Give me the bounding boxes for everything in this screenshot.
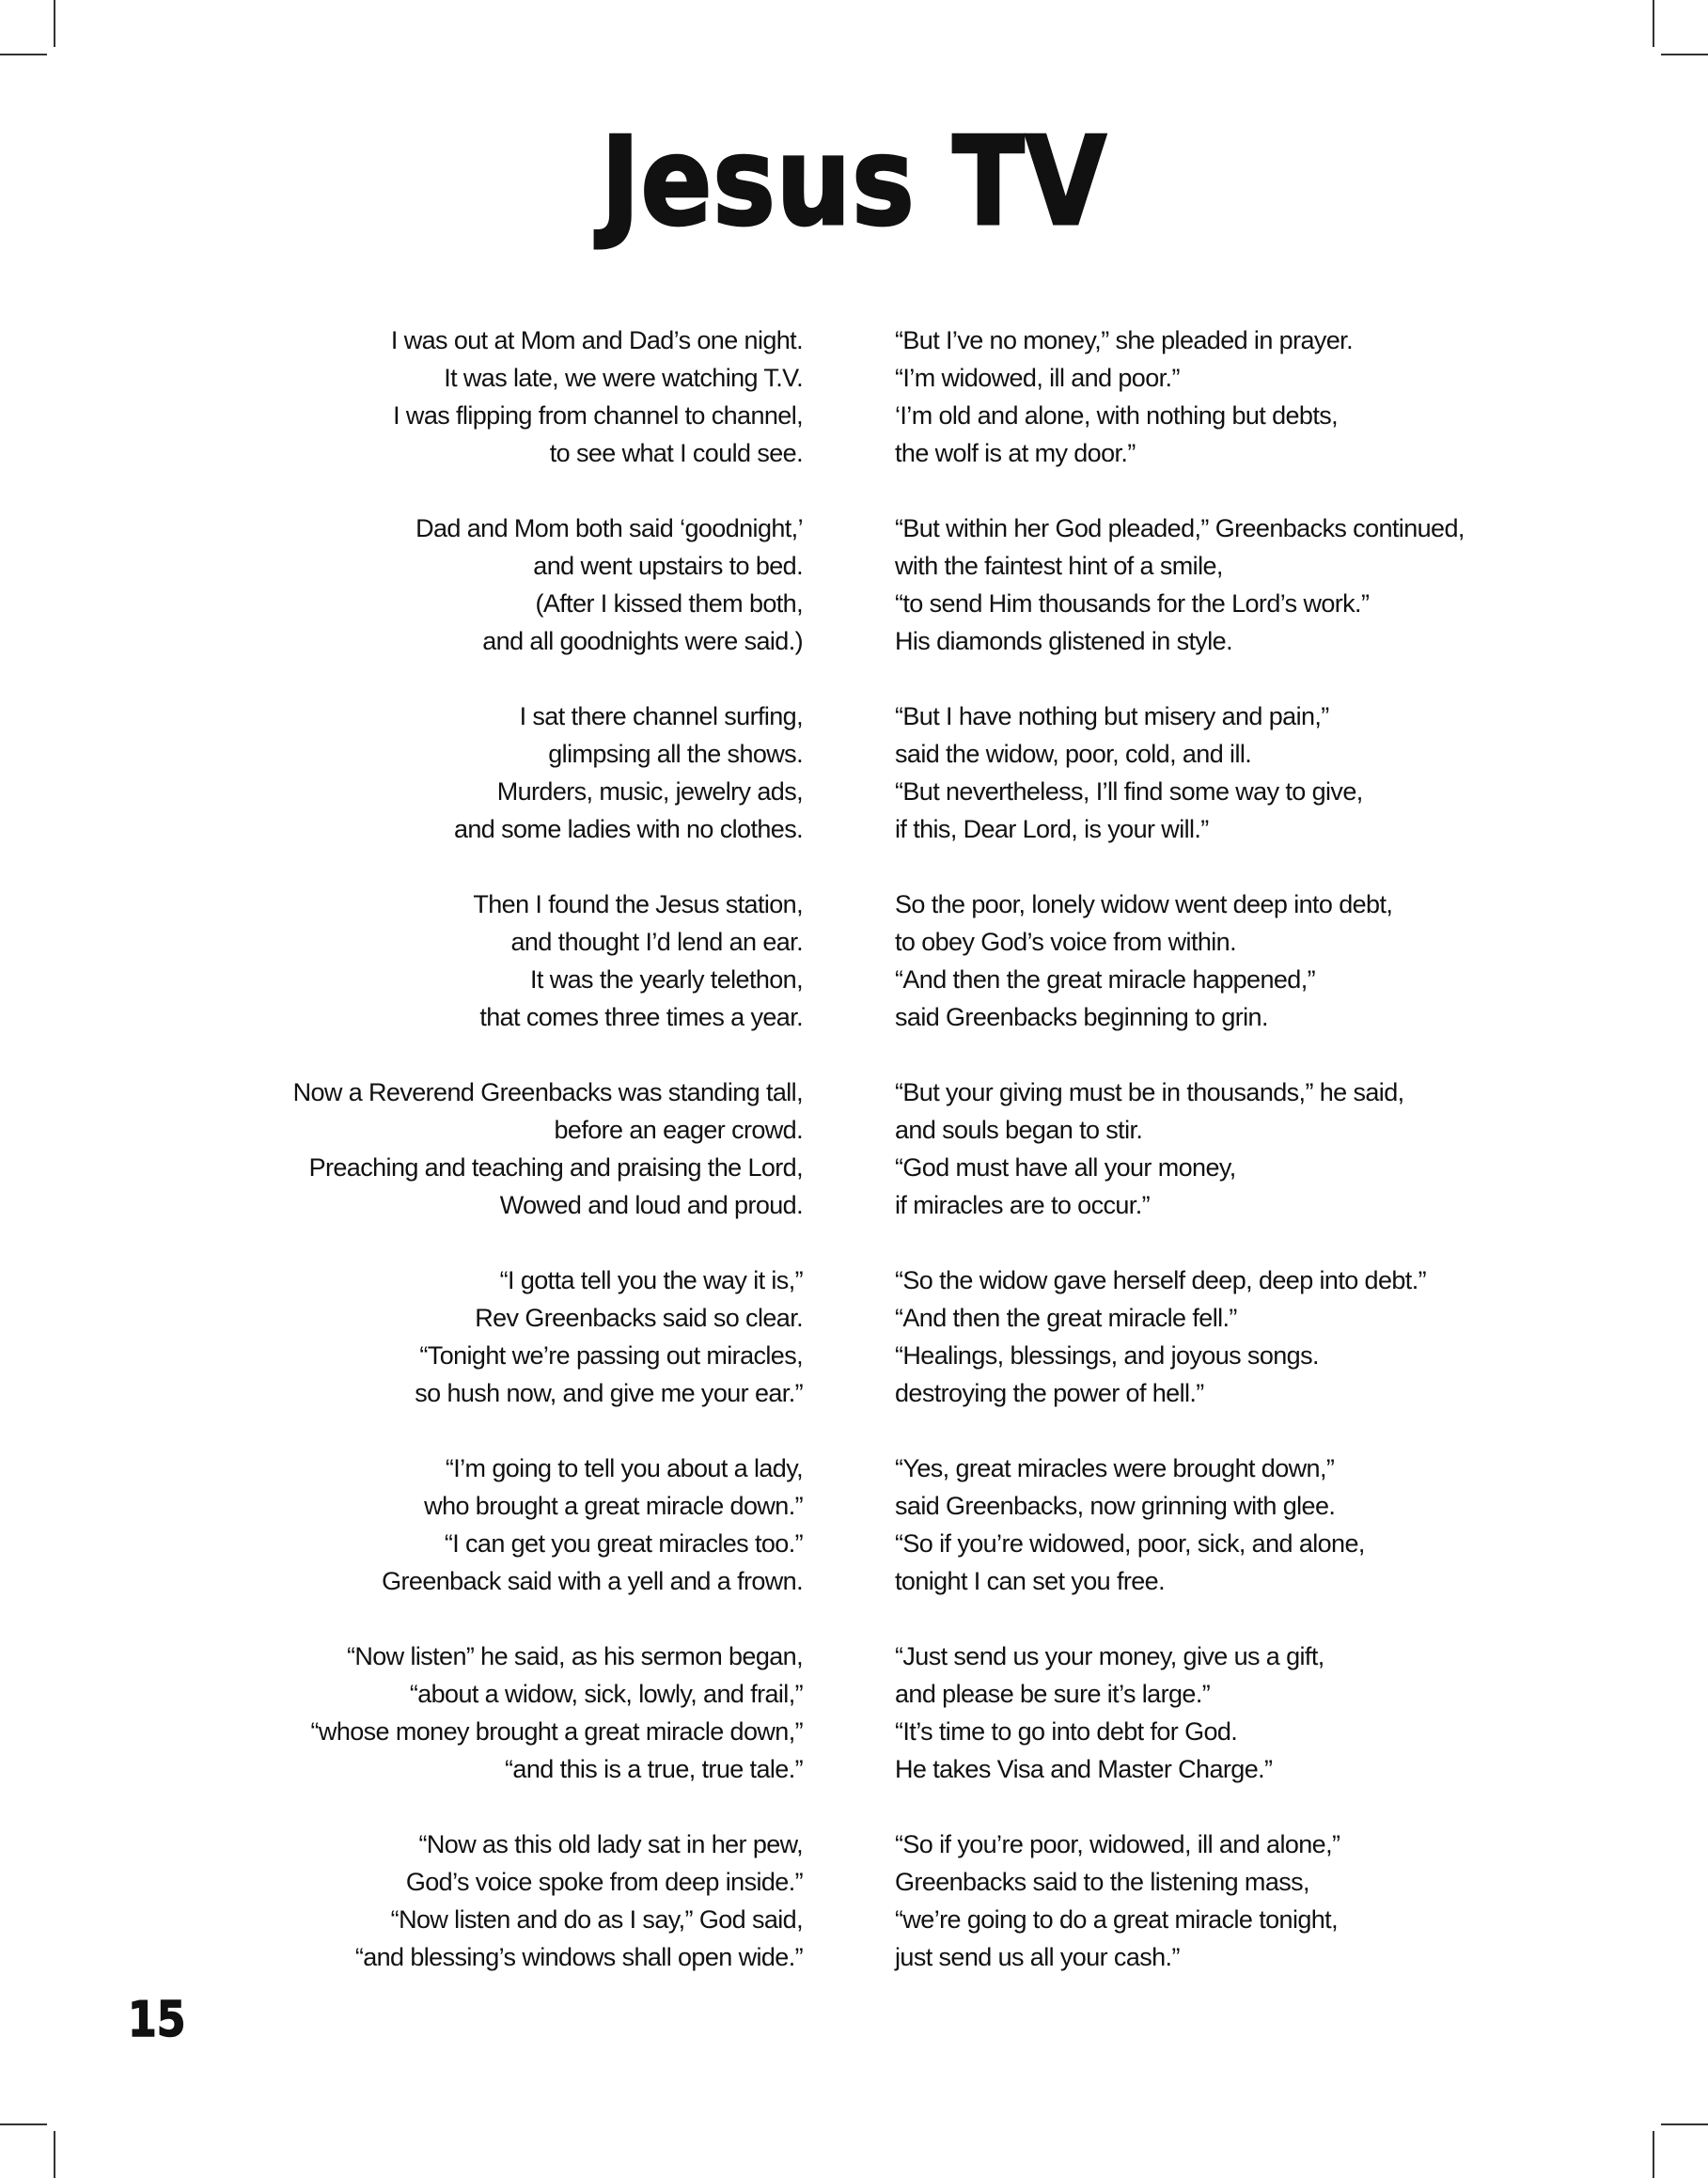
crop-mark-top-right <box>1653 0 1654 47</box>
poem-line: so hush now, and give me your ear.” <box>415 1379 803 1407</box>
poem-line: “Healings, blessings, and joyous songs. <box>895 1341 1319 1370</box>
poem-line: “and this is a true, true tale.” <box>505 1755 803 1783</box>
crop-mark-top-left <box>54 0 55 47</box>
poem-line: “God must have all your money, <box>895 1153 1236 1182</box>
poem-line: “But nevertheless, I’ll find some way to give, <box>895 777 1363 806</box>
poem-line: “But I have nothing but misery and pain,” <box>895 702 1329 730</box>
poem-line: Now a Reverend Greenbacks was standing tall, <box>292 1078 803 1106</box>
poem-line: just send us all your cash.” <box>895 1943 1180 1971</box>
poem-line: “I gotta tell you the way it is,” <box>499 1266 803 1294</box>
poem-line: destroying the power of hell.” <box>895 1379 1204 1407</box>
poem-line: and souls began to stir. <box>895 1116 1143 1144</box>
stanza <box>276 697 803 848</box>
poem-line: Murders, music, jewelry ads, <box>496 777 803 806</box>
stanza <box>895 1825 1459 1976</box>
poem-line: Preaching and teaching and praising the Lord, <box>308 1153 803 1182</box>
poem-line: tonight I can set you free. <box>895 1567 1165 1595</box>
poem-right-column <box>895 321 1465 2013</box>
stanza <box>276 321 803 472</box>
stanza <box>895 1073 1459 1224</box>
poem-line: the wolf is at my door.” <box>895 439 1136 467</box>
poem-left-column <box>276 321 803 2013</box>
poem-line: “we’re going to do a great miracle tonight, <box>895 1905 1338 1934</box>
page-number: 15 <box>128 1992 186 2048</box>
poem-line: “Now as this old lady sat in her pew, <box>418 1830 803 1858</box>
poem-line: Dad and Mom both said ‘goodnight,’ <box>415 514 803 542</box>
stanza <box>895 321 1459 472</box>
poem-line: and went upstairs to bed. <box>533 552 803 580</box>
poem-line: ‘I’m old and alone, with nothing but debts, <box>895 401 1339 430</box>
poem-line: (After I kissed them both, <box>535 589 803 618</box>
poem-line: Wowed and loud and proud. <box>499 1191 803 1219</box>
poem-line: I was out at Mom and Dad’s one night. <box>390 326 803 354</box>
poem-line: if miracles are to occur.” <box>895 1191 1150 1219</box>
poem-line: “Now listen and do as I say,” God said, <box>390 1905 803 1934</box>
poem-line: before an eager crowd. <box>554 1116 803 1144</box>
poem-line: “about a widow, sick, lowly, and frail,” <box>409 1680 803 1708</box>
poem-line: It was the yearly telethon, <box>530 965 803 994</box>
poem-line: “But within her God pleaded,” Greenbacks continued, <box>895 514 1465 542</box>
poem-line: “So if you’re widowed, poor, sick, and alone, <box>895 1529 1365 1558</box>
poem-line: I was flipping from channel to channel, <box>393 401 803 430</box>
stanza <box>895 1637 1459 1788</box>
stanza <box>895 1449 1459 1600</box>
poem-line: “Just send us your money, give us a gift, <box>895 1642 1324 1670</box>
poem-line: I sat there channel surfing, <box>519 702 803 730</box>
poem-line: “So the widow gave herself deep, deep into debt.” <box>895 1266 1426 1294</box>
poem-line: God’s voice spoke from deep inside.” <box>405 1868 803 1896</box>
poem-line: “Now listen” he said, as his sermon began, <box>346 1642 803 1670</box>
stanza <box>276 1073 803 1224</box>
crop-mark-bottom-right <box>1661 2123 1708 2125</box>
stanza <box>895 885 1459 1036</box>
poem-line: “So if you’re poor, widowed, ill and alone,” <box>895 1830 1340 1858</box>
poem-line: “and blessing’s windows shall open wide.” <box>354 1943 803 1971</box>
poem-line: and all goodnights were said.) <box>482 627 803 655</box>
crop-mark-bottom-left <box>54 2131 55 2178</box>
poem-line: “I’m widowed, ill and poor.” <box>895 364 1180 392</box>
poem-line: and please be sure it’s large.” <box>895 1680 1211 1708</box>
poem-line: He takes Visa and Master Charge.” <box>895 1755 1273 1783</box>
crop-mark-top-left <box>0 54 47 55</box>
stanza <box>276 509 803 660</box>
stanza <box>895 1261 1459 1412</box>
stanza <box>276 1825 803 1976</box>
poem-line: “And then the great miracle happened,” <box>895 965 1315 994</box>
poem-line: “whose money brought a great miracle down,” <box>310 1717 803 1746</box>
poem-line: Rev Greenbacks said so clear. <box>475 1304 803 1332</box>
stanza <box>276 1637 803 1788</box>
poem-line: and some ladies with no clothes. <box>453 815 803 843</box>
poem-line: “to send Him thousands for the Lord’s work.” <box>895 589 1370 618</box>
poem-line: “It’s time to go into debt for God. <box>895 1717 1238 1746</box>
stanza <box>276 885 803 1036</box>
poem-line: with the faintest hint of a smile, <box>895 552 1223 580</box>
poem-line: Greenback said with a yell and a frown. <box>382 1567 803 1595</box>
poem-line: said the widow, poor, cold, and ill. <box>895 740 1252 768</box>
poem-line: and thought I’d lend an ear. <box>510 928 803 956</box>
stanza <box>895 509 1465 660</box>
poem-line: “Yes, great miracles were brought down,” <box>895 1454 1335 1482</box>
page-title: Jesus TV <box>601 110 1107 253</box>
stanza <box>276 1261 803 1412</box>
crop-mark-bottom-right <box>1653 2131 1654 2178</box>
poem-line: said Greenbacks, now grinning with glee. <box>895 1492 1336 1520</box>
stanza <box>276 1449 803 1600</box>
poem-line: glimpsing all the shows. <box>548 740 803 768</box>
poem-line: “But I’ve no money,” she pleaded in prayer. <box>895 326 1353 354</box>
poem-line: His diamonds glistened in style. <box>895 627 1232 655</box>
poem-line: Greenbacks said to the listening mass, <box>895 1868 1309 1896</box>
poem-line: to see what I could see. <box>549 439 803 467</box>
poem-line: “But your giving must be in thousands,” he said, <box>895 1078 1404 1106</box>
poem-line: Then I found the Jesus station, <box>473 890 803 918</box>
poem-line: “And then the great miracle fell.” <box>895 1304 1237 1332</box>
poem-line: that comes three times a year. <box>479 1003 803 1031</box>
poem-line: “Tonight we’re passing out miracles, <box>419 1341 803 1370</box>
poem-line: “I’m going to tell you about a lady, <box>445 1454 803 1482</box>
poem-line: to obey God’s voice from within. <box>895 928 1236 956</box>
poem-line: It was late, we were watching T.V. <box>444 364 803 392</box>
crop-mark-bottom-left <box>0 2123 47 2125</box>
poem-line: if this, Dear Lord, is your will.” <box>895 815 1209 843</box>
poem-line: “I can get you great miracles too.” <box>444 1529 803 1558</box>
stanza <box>895 697 1459 848</box>
crop-mark-top-right <box>1661 54 1708 55</box>
poem-line: So the poor, lonely widow went deep into debt, <box>895 890 1393 918</box>
poem-line: said Greenbacks beginning to grin. <box>895 1003 1268 1031</box>
poem-line: who brought a great miracle down.” <box>424 1492 803 1520</box>
